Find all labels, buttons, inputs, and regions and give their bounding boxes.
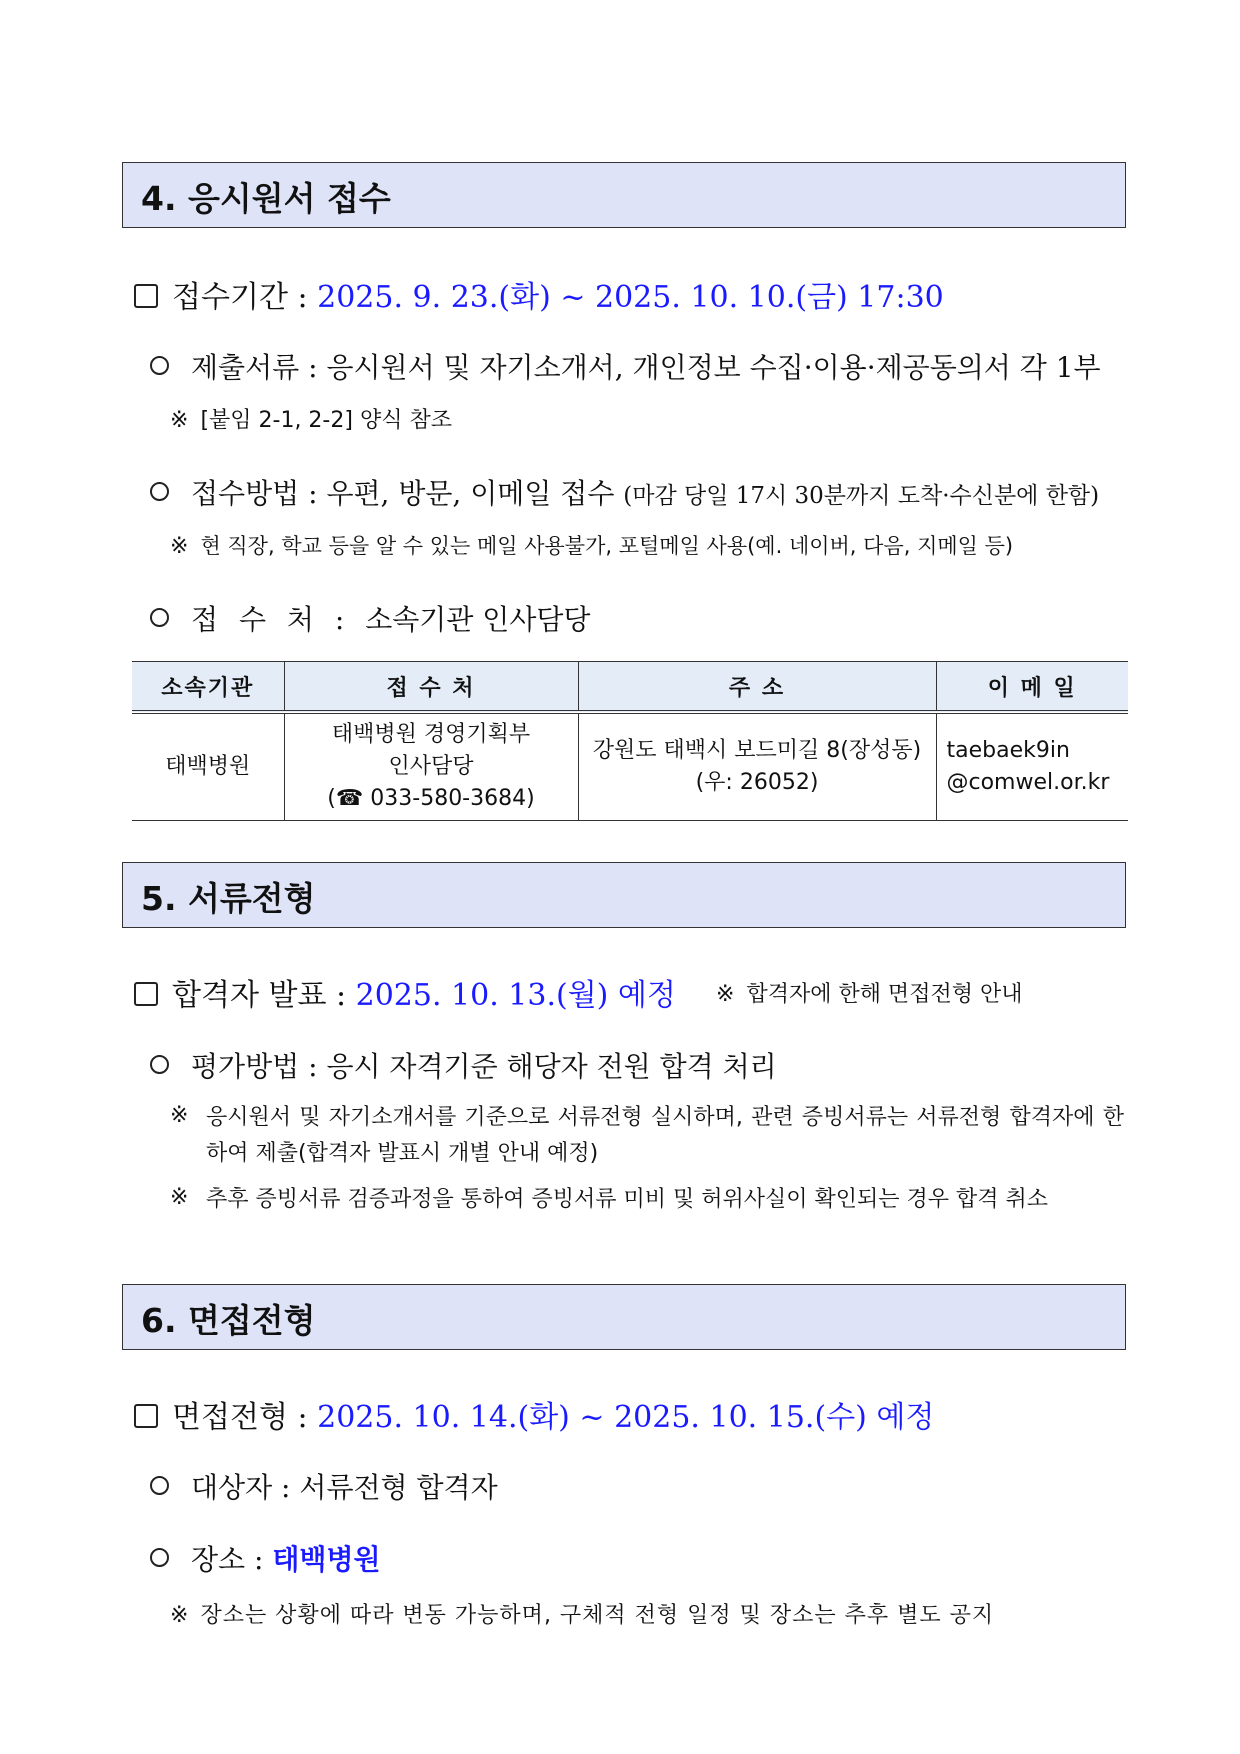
circle-bullet-icon: [150, 1548, 169, 1567]
section-5-header: [122, 862, 1126, 928]
reference-mark-icon: ※: [170, 534, 189, 559]
interview-value: 2025. 10. 14.(화) ~ 2025. 10. 15.(수) 예정: [317, 1400, 935, 1435]
target-value: 서류전형 합격자: [299, 1471, 498, 1504]
table-cell-org: 태백병원: [132, 712, 284, 821]
reference-mark-icon: ※: [170, 1185, 189, 1210]
table-cell-address: 강원도 태백시 보드미길 8(장성동) (우: 26052): [578, 712, 936, 821]
table-cell-email: taebaek9in @comwel.or.kr: [936, 712, 1128, 821]
reference-mark-icon: ※: [170, 1103, 189, 1128]
venue-value: 태백병원: [272, 1543, 381, 1576]
table-header: 이 메 일: [936, 662, 1128, 713]
announce-note: ※ 합격자에 한해 면접전형 안내: [716, 982, 1023, 1007]
eval-note-2: 추후 증빙서류 검증과정을 통하여 증빙서류 미비 및 허위사실이 확인되는 경우 합격 취소: [206, 1187, 1048, 1212]
reference-mark-icon: ※: [716, 982, 735, 1007]
table-cell-office: 태백병원 경영기획부 인사담당 (☎ 033-580-3684): [284, 712, 578, 821]
eval-note-1: 응시원서 및 자기소개서를 기준으로 서류전형 실시하며, 관련 증빙서류는 서류전형 합격자에 한하여 제출(합격자 발표시 개별 안내 예정): [206, 1105, 1124, 1166]
announce-line: 합격자 발표 : 2025. 10. 13.(월) 예정: [134, 970, 676, 1014]
circle-bullet-icon: [150, 482, 169, 501]
section-5-title: 5. 서류전형: [141, 879, 316, 918]
method-line: 접수방법 : 우편, 방문, 이메일 접수 (마감 당일 17시 30분까지 도착·수신분에 한함): [150, 472, 1099, 512]
table-header: 소속기관: [132, 662, 284, 713]
eval-line: 평가방법 : 응시 자격기준 해당자 전원 합격 처리: [150, 1045, 777, 1085]
checkbox-square-icon: [134, 1404, 158, 1428]
circle-bullet-icon: [150, 608, 169, 627]
section-4-title: 4. 응시원서 접수: [141, 179, 391, 218]
docs-value: 응시원서 및 자기소개서, 개인정보 수집·이용·제공동의서 각 1부: [326, 351, 1101, 384]
section-4-header: [122, 162, 1126, 228]
section-6-header: [122, 1284, 1126, 1350]
table-header: 접 수 처: [284, 662, 578, 713]
table-header: 주 소: [578, 662, 936, 713]
phone-number: 033-580-3684: [370, 786, 527, 811]
place-line: 접 수 처 : 소속기관 인사담당: [150, 598, 590, 638]
reference-mark-icon: ※: [170, 408, 189, 433]
docs-note: ※ [붙임 2-1, 2-2] 양식 참조: [170, 408, 452, 433]
section-6-title: 6. 면접전형: [141, 1301, 316, 1340]
method-note: ※ 현 직장, 학교 등을 알 수 있는 메일 사용불가, 포털메일 사용(예. 네이버, 다음, 지메일 등): [170, 534, 1014, 559]
reference-mark-icon: ※: [170, 1603, 189, 1628]
period-value: 2025. 9. 23.(화) ~ 2025. 10. 10.(금) 17:30: [317, 280, 944, 315]
target-line: 대상자 : 서류전형 합격자: [150, 1466, 498, 1506]
circle-bullet-icon: [150, 1055, 169, 1074]
circle-bullet-icon: [150, 1476, 169, 1495]
method-paren: (마감 당일 17시 30분까지 도착·수신분에 한함): [623, 483, 1100, 509]
circle-bullet-icon: [150, 356, 169, 375]
table-header-row: [132, 662, 1128, 713]
period-line: 접수기간 : 2025. 9. 23.(화) ~ 2025. 10. 10.(금) 17:30: [134, 272, 944, 316]
eval-value: 응시 자격기준 해당자 전원 합격 처리: [326, 1050, 777, 1083]
checkbox-square-icon: [134, 982, 158, 1006]
announce-value: 2025. 10. 13.(월) 예정: [355, 978, 676, 1013]
reception-table: [132, 661, 1128, 821]
checkbox-square-icon: [134, 284, 158, 308]
phone-icon: ☎: [335, 786, 364, 811]
table-row: [132, 712, 1128, 821]
venue-line: 장소 : 태백병원: [150, 1538, 381, 1578]
docs-line: 제출서류 : 응시원서 및 자기소개서, 개인정보 수집·이용·제공동의서 각 1부: [150, 346, 1101, 386]
interview-line: 면접전형 : 2025. 10. 14.(화) ~ 2025. 10. 15.(수) 예정: [134, 1392, 934, 1436]
venue-note: ※ 장소는 상황에 따라 변동 가능하며, 구체적 전형 일정 및 장소는 추후 별도 공지: [170, 1603, 995, 1628]
